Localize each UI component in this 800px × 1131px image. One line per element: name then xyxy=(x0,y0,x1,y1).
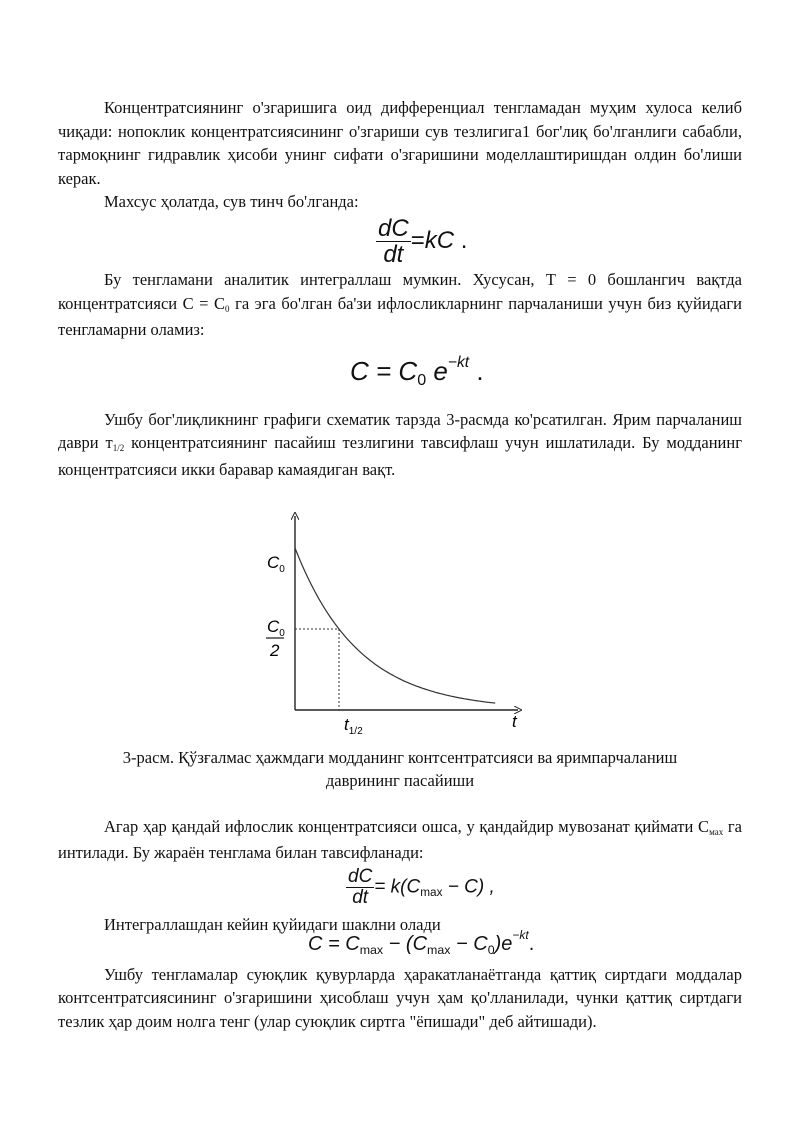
eq1-denominator: dt xyxy=(383,241,404,269)
eq4-a: C = C xyxy=(308,932,360,955)
paragraph-4: Ушбу бог'лиқликнинг графиги схематик тарзда 3-расмда ко'рсатилган. Ярим парчаланиш даври т1/2 концентратсиянинг пасайиш тезлигини тавсифлаш учун ишлатилади. Бу модданинг концентратсияси икки баравар камаядиган вақт. xyxy=(58,409,742,479)
eq3-denominator: dt xyxy=(352,886,369,908)
eq4-b: − (C xyxy=(383,932,428,955)
paragraph-6: Интеграллашдан кейин қуйидаги шаклни олади xyxy=(104,914,441,934)
paragraph-1: Концентратсиянинг о'згаришига оид дифференциал тенгламадан муҳим хулоса келиб чиқади: нопоклик концентратсиясининг о'згариши сув тезлигига1 бог'лиқ бо'лганлиги сабабли, тармоқнинг гидравлик ҳисоби унинг сифати о'згаришини моделлаштиришдан олдин бо'лиши керак. xyxy=(58,98,742,188)
eq4-c: − C xyxy=(450,932,488,955)
paragraph-7: Ушбу тенгламалар суюқлик қувурларда ҳаракатланаётганда қаттиқ сиртдаги моддалар контсентратсиясининг о'згаришини ҳисоблаш учун ҳам қо'лланилади, чунки қаттиқ сиртдаги тезлик ҳар доим нолга тенг (улар суюқлик сиртга "ёпишади" деб айтишади). xyxy=(58,964,742,1031)
eq2-exp: −kt xyxy=(447,353,470,371)
eq3-mid: = k(C xyxy=(374,876,421,898)
eq1-rhs: kC xyxy=(424,227,455,254)
label-c0-half-den: 2 xyxy=(270,640,280,660)
eq2-e: e xyxy=(426,355,448,386)
eq2-end: . xyxy=(469,355,484,386)
figure-caption-line-1: 3-расм. Қўзғалмас ҳажмдаги модданинг контсентратсияси ва яримпарчаланиш xyxy=(122,747,678,767)
eq4-end: . xyxy=(528,932,535,955)
paragraph-3: Бу тенгламани аналитик интеграллаш мумкин. Хусусан, Т = 0 бошлангич вақтда концентратсияси С = С0 га эга бо'лган ба'зи ифлосликларнинг парчаланиши учун биз қуйидаги тенгламарни оламиз: xyxy=(58,269,742,340)
eq2-sub: 0 xyxy=(417,371,427,390)
decay-chart xyxy=(58,508,742,744)
figure-3 xyxy=(58,508,742,744)
eq2-lhs: C = C xyxy=(350,355,418,386)
equation-3 xyxy=(58,865,742,913)
paragraph-5: Агар ҳар қандай ифлослик концентратсияси ошса, у қандайдир мувозанат қиймати Смах га интилади. Бу жараён тенглама билан тавсифланади: xyxy=(58,816,742,863)
eq3-numerator: dC xyxy=(348,865,373,887)
eq4-sub1: max xyxy=(359,942,384,957)
eq1-equals: = xyxy=(410,227,425,254)
eq3-end: − C) , xyxy=(442,876,495,898)
label-c0: $C_0$ xyxy=(267,552,285,575)
eq4-sub2: max xyxy=(427,942,451,957)
label-c0-half-num: $C_0$ xyxy=(267,616,285,639)
label-t-half: $t_{1/2}$ xyxy=(344,714,363,737)
eq1-end: . xyxy=(454,227,468,254)
eq1-numerator: dC xyxy=(378,214,409,242)
document-page xyxy=(58,96,742,1033)
x-axis-label: t xyxy=(512,711,517,731)
paragraph-2: Махсус ҳолатда, сув тинч бо'лганда: xyxy=(104,192,359,212)
equation-4 xyxy=(58,928,742,963)
eq4-sub3: 0 xyxy=(487,942,495,957)
equation-2 xyxy=(58,342,742,404)
decay-curve xyxy=(295,548,495,703)
figure-caption-line-2: даврининг пасайиши xyxy=(325,771,475,791)
equation-1 xyxy=(58,214,742,269)
eq3-sub: max xyxy=(420,886,443,900)
eq4-exp: −kt xyxy=(512,928,529,943)
eq4-d: )e xyxy=(494,932,513,955)
